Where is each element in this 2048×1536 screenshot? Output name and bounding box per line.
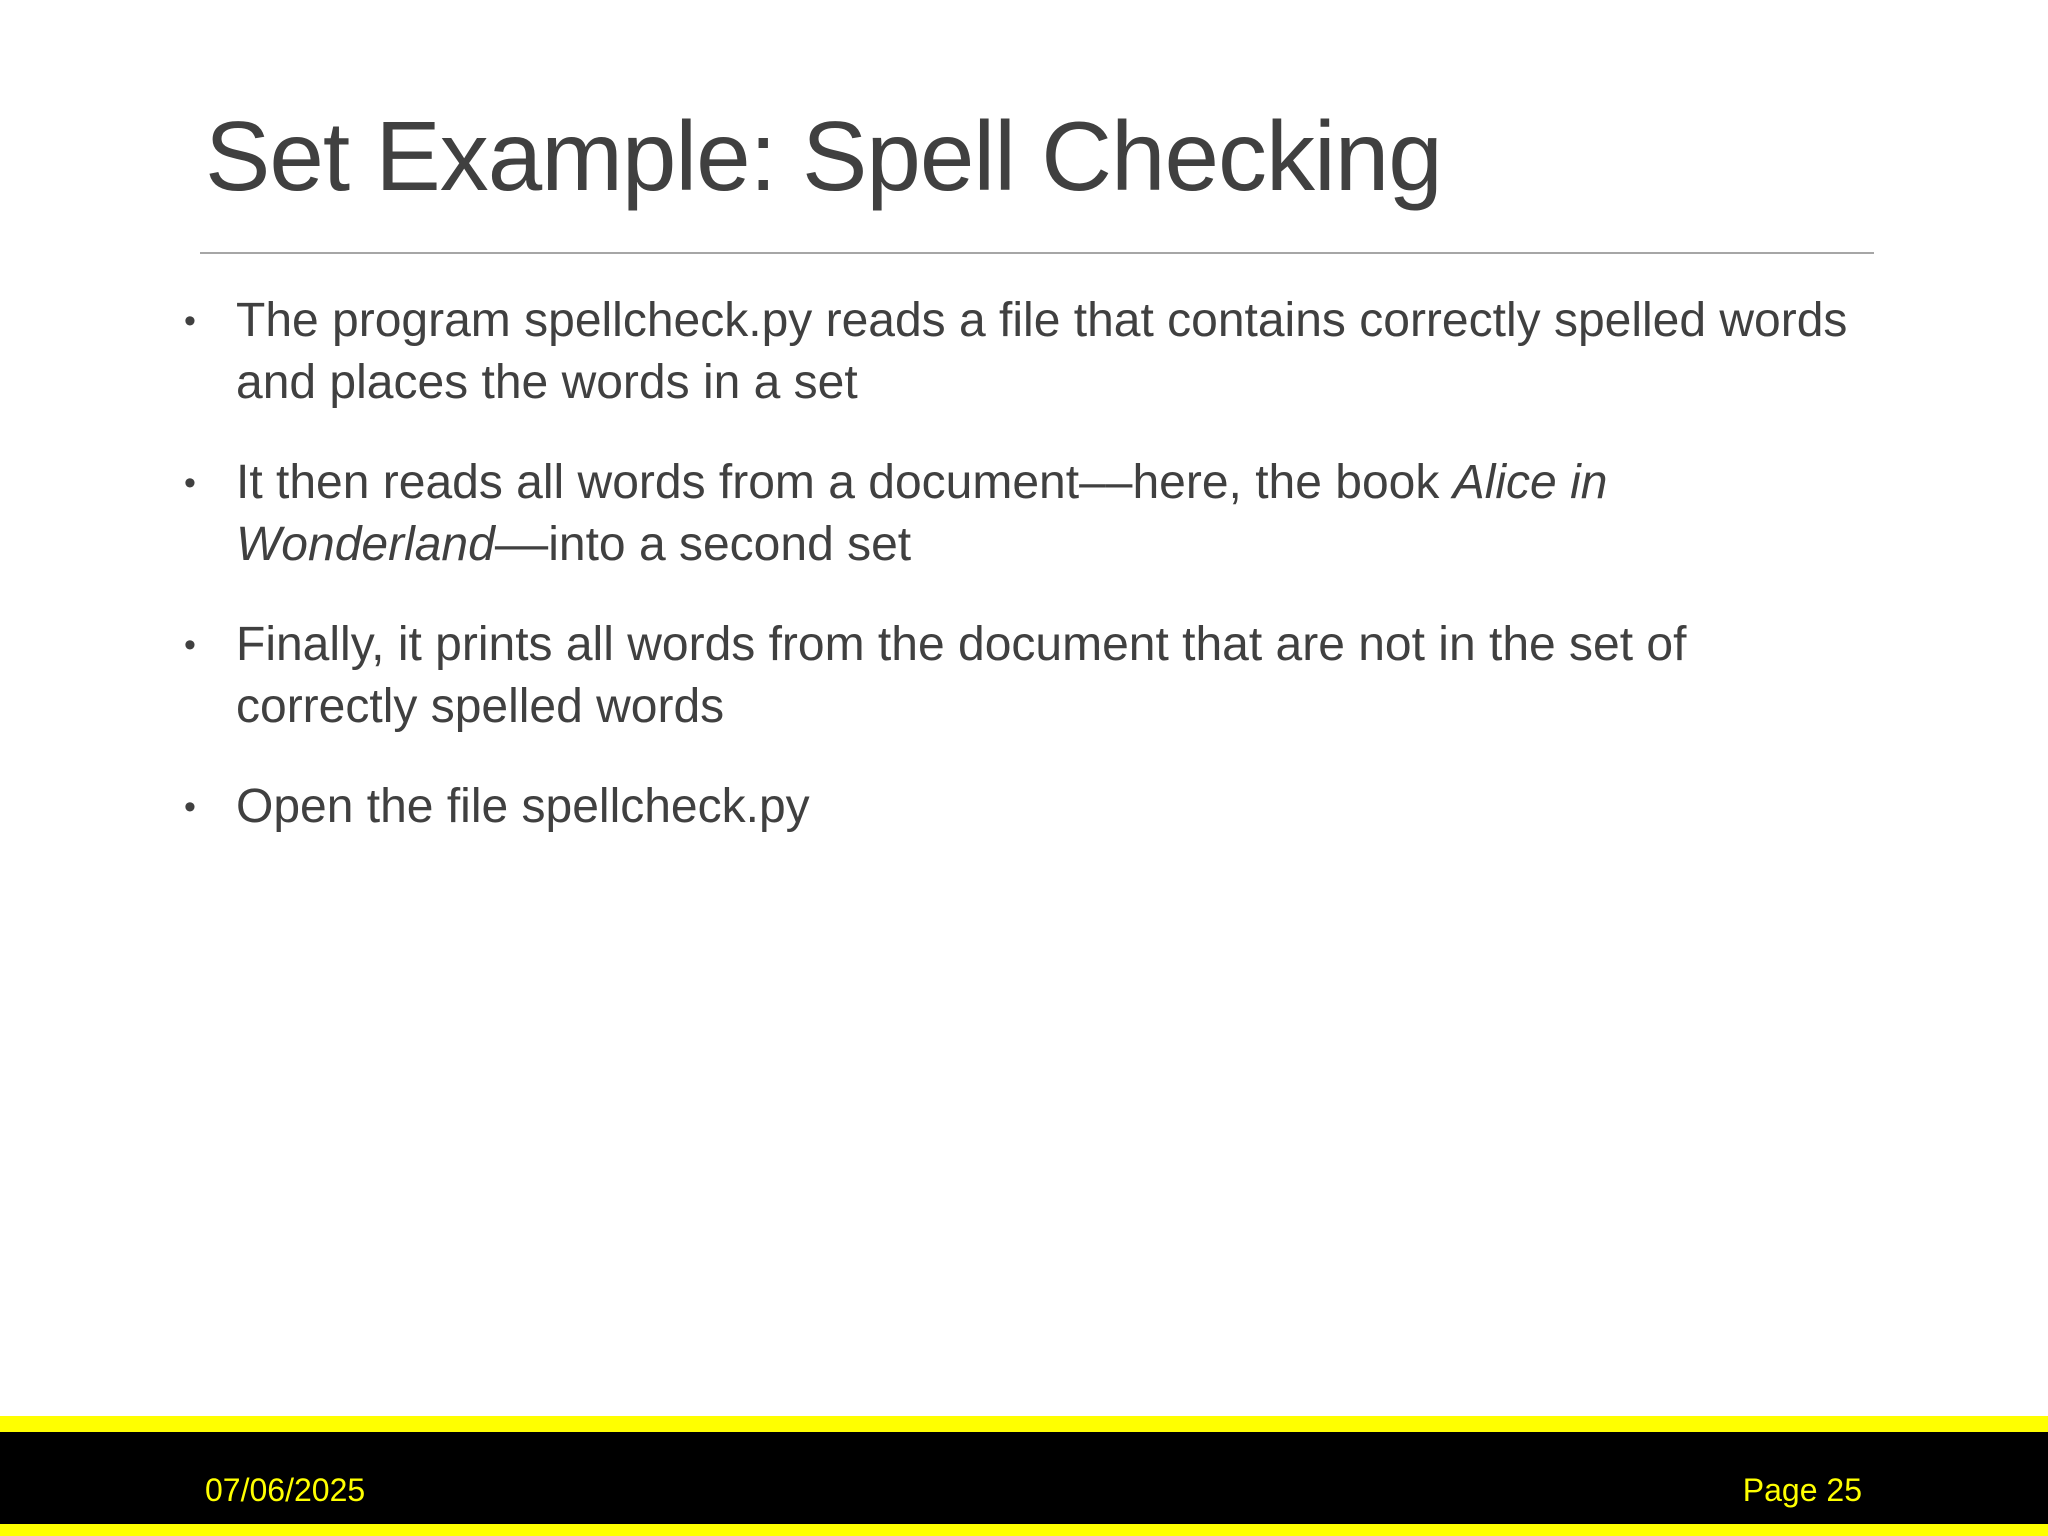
bullet-text xyxy=(236,618,1686,733)
bullet-list xyxy=(180,290,1880,876)
bullet-text-segment: The program spellcheck.py reads a file that contains correctly spelled words and places the words in a set xyxy=(236,294,1848,409)
bullet-text-segment: Finally, it prints all words from the document that are not in the set of correctly spelled words xyxy=(236,618,1687,733)
bullet-item xyxy=(180,614,1880,738)
bullet-dot-icon: • xyxy=(184,626,196,664)
bullet-dot-icon: • xyxy=(184,464,196,502)
bullet-dot-icon: • xyxy=(184,302,196,340)
footer-top-stripe xyxy=(0,1416,2048,1432)
book-title: Alice in Wonderland xyxy=(236,456,1608,571)
bullet-text-segment: It then reads all words from a document––here, the book xyxy=(236,456,1453,509)
bullet-text-segment: ––into a second set xyxy=(494,518,912,571)
slide-title: Set Example: Spell Checking xyxy=(205,101,1442,211)
bullet-text-segment: Open the file spellcheck.py xyxy=(236,780,810,833)
footer-date: 07/06/2025 xyxy=(205,1472,366,1508)
bullet-text xyxy=(236,456,1607,571)
bullet-dot-icon: • xyxy=(184,788,196,826)
footer-bottom-stripe xyxy=(0,1524,2048,1536)
bullet-item xyxy=(180,452,1880,576)
bullet-text xyxy=(236,780,810,833)
footer-page-number: Page 25 xyxy=(1742,1472,1862,1508)
bullet-text xyxy=(236,294,1847,409)
title-divider xyxy=(200,252,1874,254)
bullet-item xyxy=(180,290,1880,414)
bullet-item xyxy=(180,776,1880,838)
